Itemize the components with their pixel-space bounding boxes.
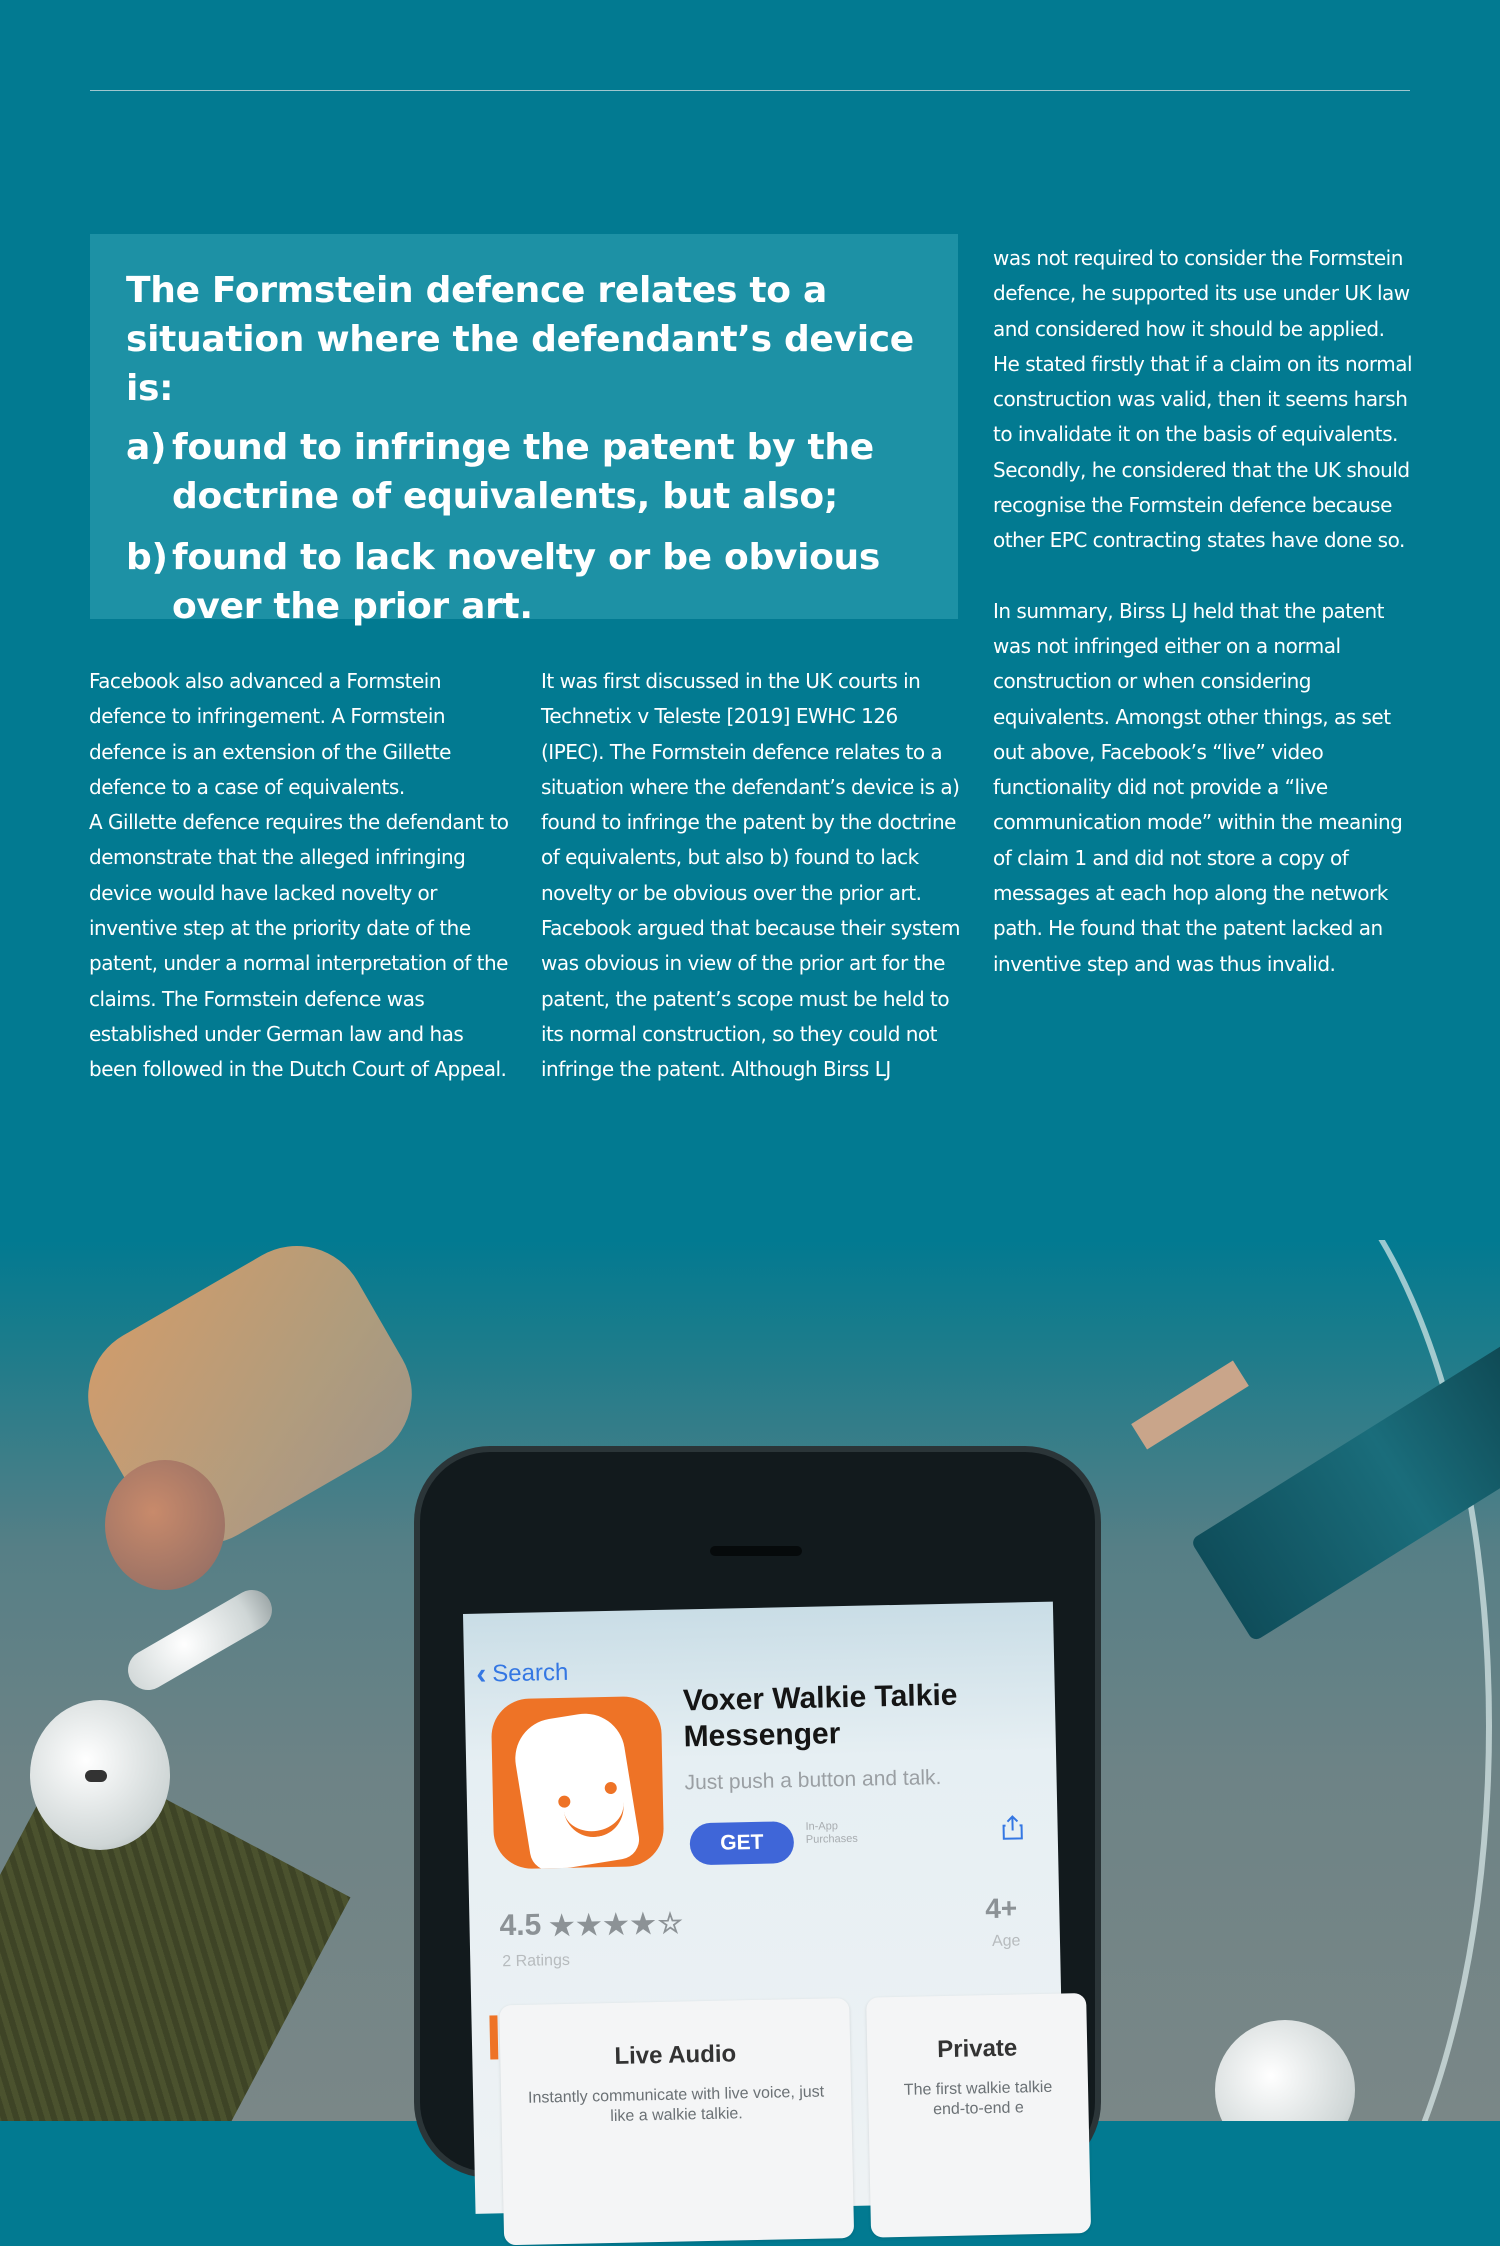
pull-quote-box — [90, 234, 958, 627]
earbud-stem-image — [121, 1583, 280, 1698]
pull-quote-intro: The Formstein defence relates to a situation where the defendant’s device is: — [126, 270, 914, 409]
pull-quote-item-b — [126, 533, 922, 631]
paragraph: It was first discussed in the UK courts in Technetix v Teleste [2019] EWHC 126 (IPEC). The Formstein defence relates to a situation where the defendant’s device is a) found to infringe the patent by the doctrine of equivalents, but also b) found to lack novelty or be obvious over the prior art. — [541, 669, 960, 905]
phone — [420, 1452, 1095, 2172]
rating — [499, 1905, 685, 1943]
earbud-left-image — [30, 1700, 170, 1850]
text-column-middle — [541, 664, 961, 1088]
card-description: Instantly communicate with live voice, just like a walkie talkie. — [527, 2083, 825, 2126]
rating-value: 4.5 — [499, 1908, 542, 1943]
case-hinge-image — [105, 1460, 225, 1590]
paragraph: In summary, Birss LJ held that the patent was not infringed either on a normal construction or when considering equivalents. Amongst other things, as set out above, Facebook’s “live” video functionality did not provide a “live communication mode” within the meaning of claim 1 and did not store a copy of messages at each hop along the network path. He found that the patent lacked an inventive step and was thus invalid. — [993, 598, 1403, 976]
text-column-right — [993, 241, 1413, 982]
list-marker: b) — [126, 537, 168, 578]
app-subtitle: Just push a button and talk. — [684, 1766, 942, 1795]
app-logo-eye — [557, 1795, 571, 1809]
top-divider — [90, 90, 1410, 91]
ratings-count: 2 Ratings — [502, 1951, 571, 1971]
card-title: Live Audio — [614, 2040, 737, 2070]
phone-speaker — [710, 1546, 802, 1556]
star-rating-icon: ★★★★☆ — [548, 1906, 686, 1941]
app-name: Voxer Walkie Talkie Messenger — [682, 1678, 958, 1754]
in-app-purchases-label: In-App Purchases — [805, 1820, 858, 1846]
chevron-left-icon: ‹ — [475, 1657, 487, 1691]
paragraph: was not required to consider the Formstein defence, he supported its use under UK law and considered how it should be applied. He stated firstly that if a claim on its normal construction was valid, then it seems harsh to invalidate it on the basis of equivalents. Secondly, he considered that the UK should recognise the Formstein defence because other EPC contracting states have done so. — [993, 246, 1413, 553]
list-text: found to lack novelty or be obvious over the prior art. — [172, 537, 881, 627]
paragraph: Facebook argued that because their system was obvious in view of the prior art for the patent, the patent’s scope must be held to its normal construction, so they could not infringe the patent. Although Birss LJ — [541, 916, 960, 1082]
text-column-left — [89, 664, 509, 1088]
age-rating: 4+ — [984, 1892, 1018, 1925]
card-accent — [489, 2015, 498, 2059]
get-button[interactable]: GET — [689, 1821, 794, 1865]
app-logo-smile — [564, 1800, 628, 1841]
paragraph: Facebook also advanced a Formstein defence to infringement. A Formstein defence is an extension of the Gillette defence to a case of equivalents. — [89, 669, 451, 799]
back-button[interactable] — [476, 1656, 569, 1692]
list-text: found to infringe the patent by the doctrine of equivalents, but also; — [172, 427, 874, 517]
list-marker: a) — [126, 427, 167, 468]
age-label: Age — [991, 1932, 1021, 1950]
card-title: Private — [936, 2034, 1018, 2064]
back-label: Search — [491, 1658, 569, 1688]
share-icon[interactable] — [1001, 1814, 1024, 1840]
feature-card[interactable] — [499, 1998, 854, 2245]
earbud-grille — [85, 1770, 107, 1782]
card-description: The first walkie talkie end-to-end e — [903, 2078, 1053, 2119]
app-icon — [491, 1696, 665, 1870]
pull-quote-item-a — [126, 423, 922, 521]
app-logo-face — [509, 1708, 642, 1870]
app-store-screen — [463, 1602, 1065, 2214]
paragraph: A Gillette defence requires the defendant to demonstrate that the alleged infringing device would have lacked novelty or inventive step at the priority date of the patent, under a normal interpretation of the claims. The Formstein defence was established under German law and has been followed in the Dutch Court of Appeal. — [89, 810, 509, 1082]
feature-card[interactable] — [866, 1993, 1091, 2238]
app-logo-eye — [604, 1781, 618, 1795]
